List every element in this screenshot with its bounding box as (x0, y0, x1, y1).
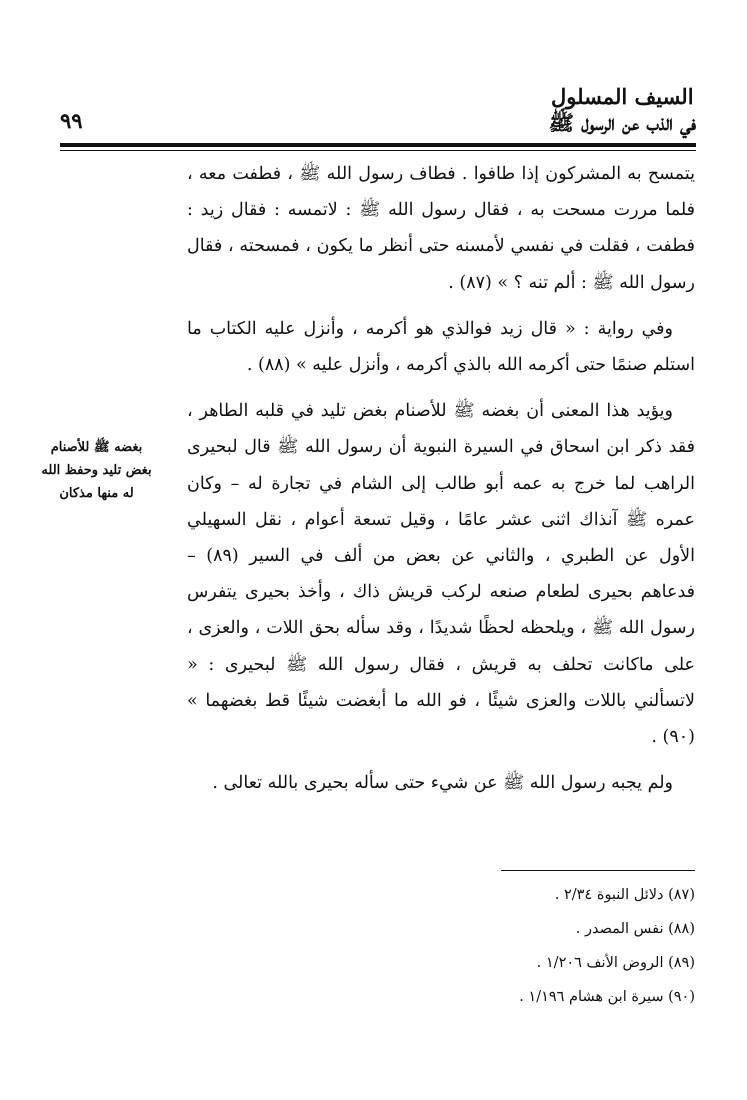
header-rule-thin (60, 150, 696, 151)
paragraph-1: يتمسح به المشركون إذا طافوا . فطاف رسول الله ﷺ ، فطفت معه ، فلما مررت مسحت به ، فقال رسول الله ﷺ : لاتمسه : فقال زيد : فطفت ، فقلت في نفسي لأمسنه حتى أنظر ما يكون ، فمسحته ، فقال رسول الله ﷺ : ألم تنه ؟ » (٨٧) . (187, 164, 695, 293)
page-number: ٩٩ (60, 108, 83, 133)
running-title (549, 84, 696, 136)
footnotes (295, 878, 695, 1014)
footnote-88: (٨٨) نفس المصدر . (575, 921, 695, 937)
running-title-line2: في الذب عن الرسول ﷺ (548, 110, 696, 135)
paragraph-2: وفي رواية : « قال زيد فوالذي هو أكرمه ، وأنزل عليه الكتاب ما استلم صنمًا حتى أكرمه الله بالذي أكرمه ، وأنزل عليه » (٨٨) . (187, 318, 695, 376)
running-title-line1: السيف المسلول (551, 84, 694, 109)
paragraph-3: ويؤيد هذا المعنى أن بغضه ﷺ للأصنام بغض تليد في قلبه الطاهر ، فقد ذكر ابن اسحاق في السيرة النبوية أن رسول الله ﷺ قال لبحيرى الراهب لما خرج به عمه أبو طالب إلى الشام في تجارة له – وكان عمره ﷺ آنذاك اثنى عشر عامًا ، وقيل تسعة أعوام ، نقل السهيلي الأول عن الطبري ، والثاني عن بعض من ألف في السير (٨٩) – فدعاهم بحيرى لطعام صنعه لركب قريش ذاك ، وأخذ بحيرى يتفرس رسول الله ﷺ ، ويلحظه لحظًا شديدًا ، وقد سأله بحق اللات ، والعزى ، على ماكانت تحلف به قريش ، فقال رسول الله ﷺ لبحيرى : « لاتسألني باللات والعزى شيئًا ، فو الله ما أبغضت شيئًا قط بغضهما » (٩٠) . (187, 401, 695, 748)
paragraph-4: ولم يجبه رسول الله ﷺ عن شيء حتى سأله بحيرى بالله تعالى . (212, 773, 673, 794)
footnote-89: (٨٩) الروض الأنف ١/٢٠٦ . (536, 955, 695, 971)
footnote-90: (٩٠) سيرة ابن هشام ١/١٩٦ . (519, 989, 695, 1005)
page-header (60, 84, 696, 140)
margin-note: بغضه ﷺ للأصنام بغض تليد وحفظ الله له منها مذكان (41, 440, 152, 501)
main-text (187, 156, 695, 801)
footnote-87: (٨٧) دلائل النبوة ٢/٣٤ . (554, 887, 695, 903)
header-rule-thick (60, 143, 696, 147)
footnote-rule (501, 870, 695, 871)
